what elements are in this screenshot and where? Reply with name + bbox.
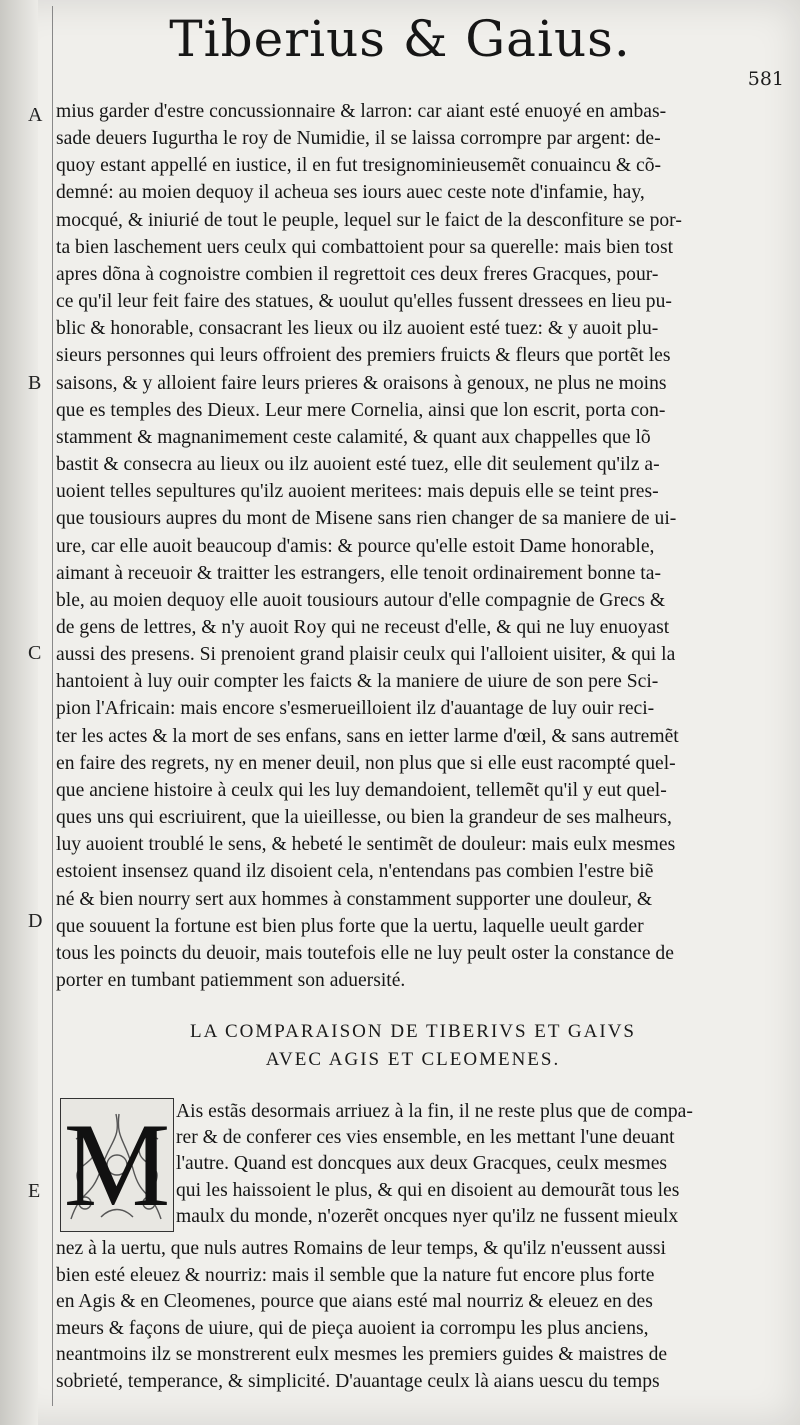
text-line: de gens de lettres, & n'y auoit Roy qui ne receust d'elle, & qui ne luy enuoyast (56, 616, 670, 638)
margin-letter-b: B (28, 372, 42, 394)
text-line: sieurs personnes qui leurs offroient des premiers fruicts & fleurs que portẽt les (56, 345, 671, 367)
section-title-line-2: AVEC AGIS ET CLEOMENES. (265, 1049, 561, 1070)
text-line: nez à la uertu, que nuls autres Romains de leur temps, & qu'ilz n'eussent aussi (56, 1238, 666, 1259)
text-line: né & bien nourry sert aux hommes à constamment supporter une douleur, & (56, 888, 653, 910)
text-line: aussi des presens. Si prenoient grand plaisir ceulx qui l'alloient uisiter, & qui la (56, 644, 676, 666)
margin-letter-e: E (28, 1180, 41, 1202)
margin-letter-c: C (28, 642, 42, 664)
text-line: rer & de conferer ces vies ensemble, en les mettant l'une deuant (176, 1127, 675, 1149)
text-line: sade deuers Iugurtha le roy de Numidie, il se laissa corrompre par argent: de- (56, 128, 661, 150)
text-line: bastit & consecra au lieux ou ilz auoient esté tuez, elle dit seulement qu'ilz a- (56, 454, 660, 476)
margin-letter-a: A (28, 104, 43, 126)
margin-rule (52, 6, 53, 1406)
text-line: neantmoins ilz se monstrerent eulx mesmes les premiers guides & maistres de (56, 1344, 668, 1366)
drop-cap-letter: M (63, 1098, 171, 1231)
text-line: mius garder d'estre concussionnaire & larron: car aiant esté enuoyé en ambas- (56, 101, 667, 122)
binding-gutter (0, 0, 41, 1425)
text-line: uoient telles sepultures qu'ilz auoient meritees: mais depuis elle se teint pres- (56, 481, 659, 503)
text-line: ter les actes & la mort de ses enfans, sans en ietter larme d'œil, & sans autremẽt (56, 725, 679, 747)
comparison-paragraph-beside-cap (176, 1099, 770, 1230)
text-line: ble, au moien dequoy elle auoit tousiours autour d'elle compagnie de Grecs & (56, 589, 666, 611)
text-line: que anciene histoire à ceulx qui les luy demandoient, tellemẽt qu'il y eut quel- (56, 779, 667, 801)
text-line: estoient insensez quand ilz disoient cela, n'entendans pas combien l'estre biẽ (56, 861, 654, 883)
text-line: ques uns qui escriuirent, que la uieillesse, ou bien la grandeur de ses malheurs, (56, 807, 672, 829)
text-line: luy auoient troublé le sens, & hebeté le sentimẽt de douleur: mais eulx mesmes (56, 834, 676, 856)
text-line: saisons, & y alloient faire leurs prieres & oraisons à genoux, ne plus ne moins (56, 372, 667, 394)
text-line: demné: au moien dequoy il acheua ses iours auec ceste note d'infamie, hay, (56, 182, 645, 204)
page-number: 581 (747, 68, 784, 90)
text-line: en faire des regrets, ny en mener deuil, non plus que si elle eust racompté quel- (56, 752, 676, 774)
text-line: maulx du monde, n'ozerẽt oncques nyer qu'ilz ne fussent mieulx (176, 1205, 679, 1227)
text-line: sobrieté, temperance, & simplicité. D'auantage ceulx là aians uescu du temps (56, 1370, 660, 1392)
text-line: que es temples des Dieux. Leur mere Cornelia, ainsi que lon escrit, porta con- (56, 399, 666, 421)
text-line: meurs & façons de uiure, qui de pieça auoient ia corrompu les plus anciens, (56, 1317, 649, 1339)
text-line: porter en tumbant patiemment son aduersité. (56, 970, 406, 991)
text-line: pion l'Africain: mais encore s'esmerueilloient ilz d'auantage de luy ouir reci- (56, 698, 655, 720)
text-line: en Agis & en Cleomenes, pource que aians esté mal nourriz & eleuez en des (56, 1291, 653, 1313)
text-line: l'autre. Quand est doncques aux deux Gracques, ceulx mesmes (176, 1153, 668, 1175)
text-line: apres dõna à cognoistre combien il regrettoit ces deux freres Gracques, pour- (56, 263, 659, 285)
text-line: que souuent la fortune est bien plus forte que la uertu, laquelle ueult garder (56, 915, 644, 937)
comparison-paragraph-continued (56, 1236, 770, 1396)
text-line: bien esté eleuez & nourriz: mais il semble que la nature fut encore plus forte (56, 1264, 655, 1286)
text-line: quoy estant appellé en iustice, il en fut tresignominieusemẽt conuaincu & cõ- (56, 155, 662, 177)
text-line: blic & honorable, consacrant les lieux ou ilz auoient esté tuez: & y auoit plu- (56, 318, 659, 340)
margin-letter-d: D (28, 910, 43, 932)
text-line: Ais estãs desormais arriuez à la fin, il ne reste plus que de compa- (176, 1101, 693, 1122)
text-line: qui les haissoient le plus, & qui en disoient au demourãt tous les (176, 1179, 680, 1201)
text-line: ce qu'il leur feit faire des statues, & uoulut qu'elles fussent dressees en lieu pu- (56, 291, 672, 313)
text-line: tous les poincts du deuoir, mais toutefois elle ne luy peult oster la constance de (56, 942, 674, 964)
running-head: Tiberius & Gaius. (169, 10, 631, 68)
text-line: ure, car elle auoit beaucoup d'amis: & pource qu'elle estoit Dame honorable, (56, 535, 655, 557)
section-title-line-1: LA COMPARAISON DE TIBERIVS ET GAIVS (189, 1021, 636, 1042)
ornamental-drop-cap (60, 1098, 174, 1232)
text-line: que tousiours aupres du mont de Misene sans rien changer de sa maniere de ui- (56, 508, 677, 530)
text-line: hantoient à luy ouir compter les faicts & la maniere de uiure de son pere Sci- (56, 671, 659, 693)
text-line: stamment & magnanimement ceste calamité, & quant aux chappelles que lõ (56, 426, 651, 448)
body-text-block (56, 98, 770, 994)
text-line: ta bien laschement uers ceulx qui combattoient pour sa querelle: mais bien tost (56, 236, 674, 258)
text-line: mocqué, & iniurié de tout le peuple, lequel sur le faict de la desconfiture se por- (56, 209, 682, 231)
text-line: aimant à receuoir & traitter les estrangers, elle tenoit ordinairement bonne ta- (56, 562, 661, 584)
